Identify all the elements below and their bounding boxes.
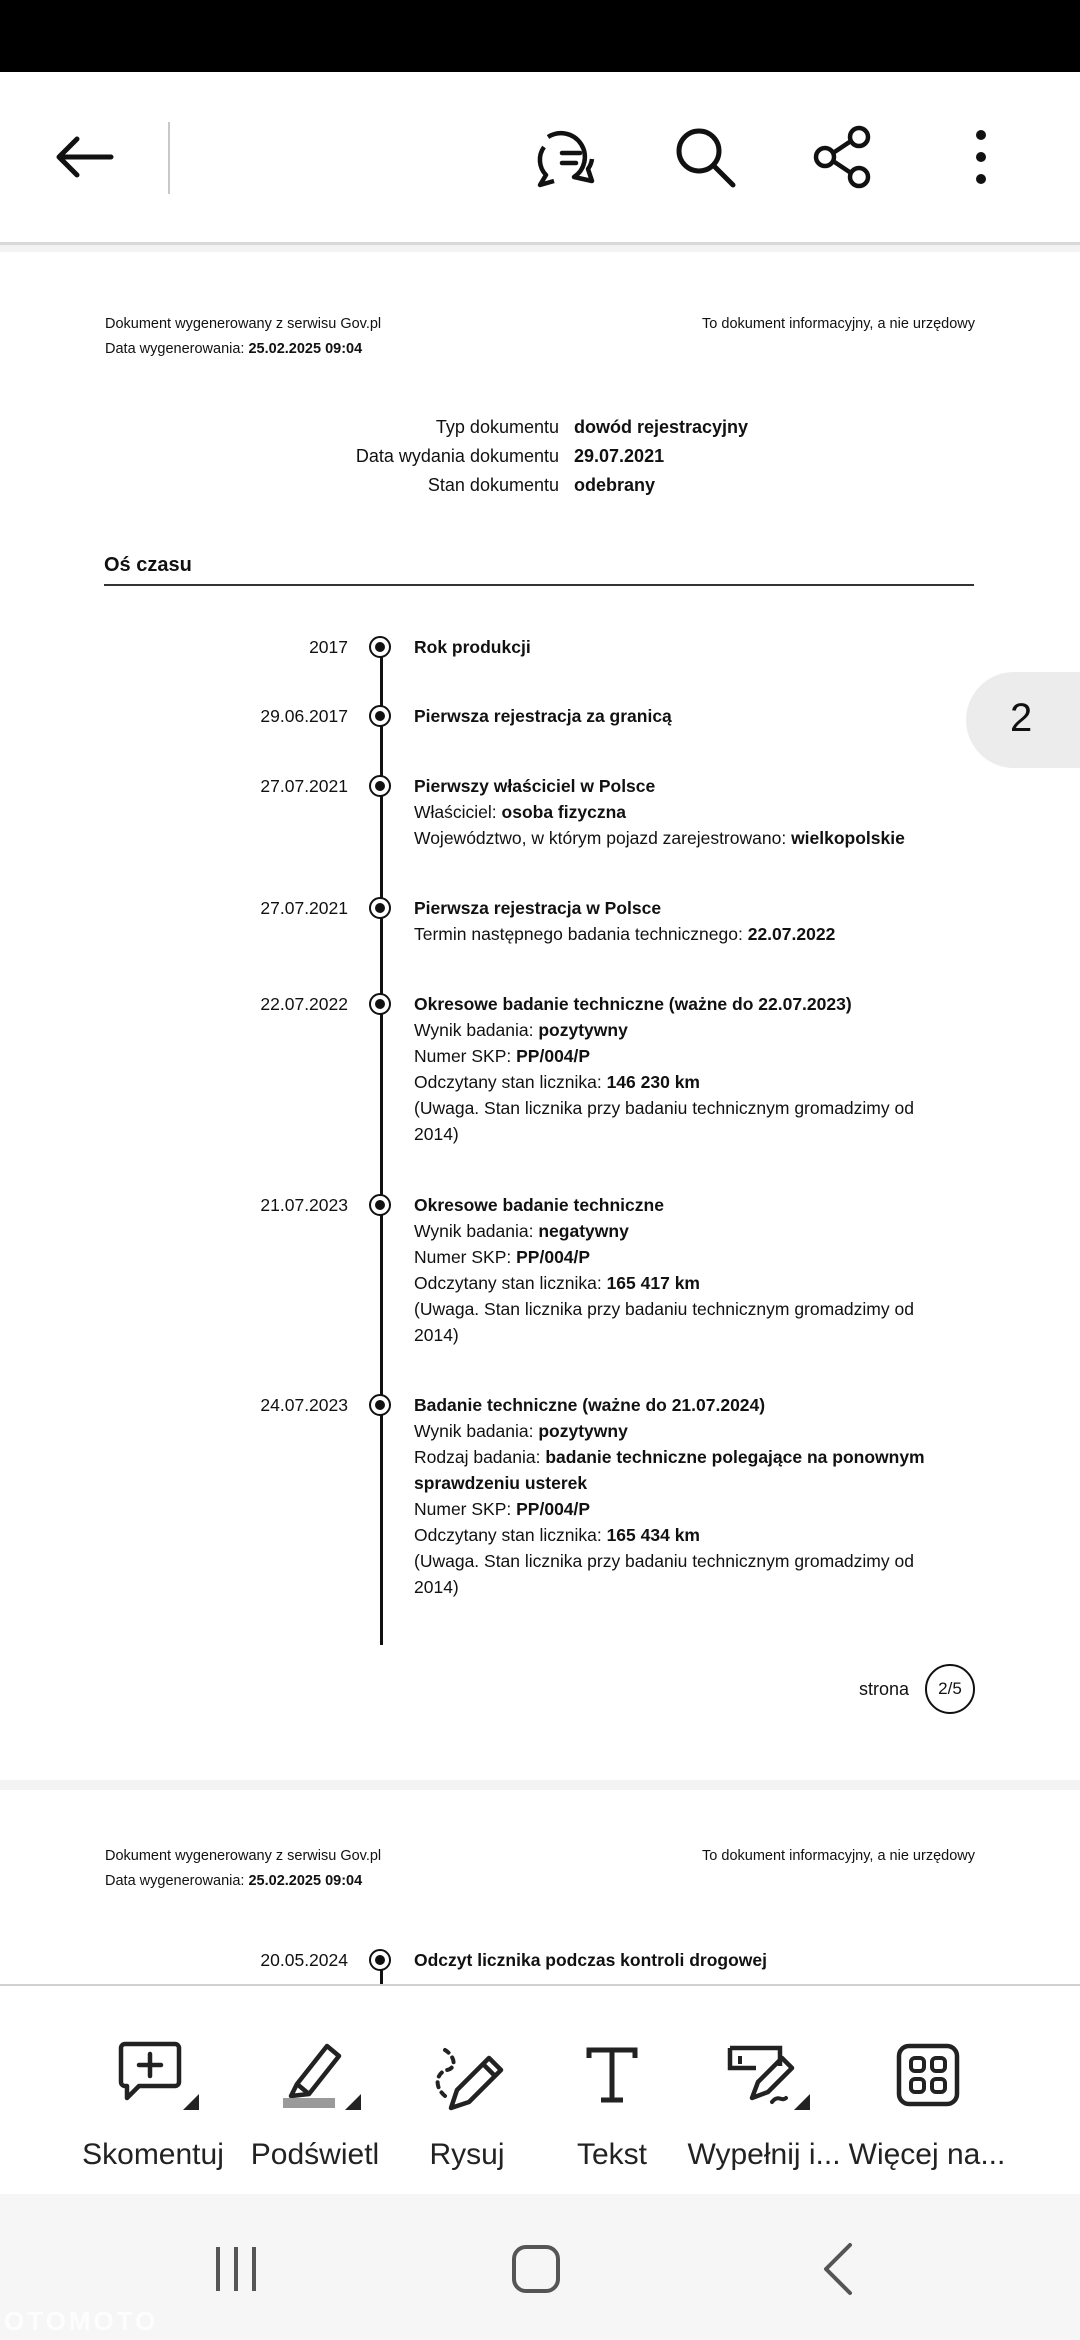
event-note: (Uwaga. Stan licznika przy badaniu technicznym gromadzimy od 2014): [414, 1299, 914, 1345]
nav-back-icon: [812, 2241, 868, 2297]
event-title: Badanie techniczne (ważne do 21.07.2024): [414, 1395, 766, 1415]
top-toolbar: [0, 72, 1080, 245]
system-navigation-bar: [0, 2194, 1080, 2340]
tool-label: Więcej na...: [848, 2138, 1006, 2171]
event-detail: Wynik badania: pozytywny: [414, 1020, 628, 1040]
timeline-dot-icon: [369, 1194, 391, 1216]
event-title: Rok produkcji: [414, 637, 531, 657]
meta-label: Data wydania dokumentu: [355, 446, 559, 466]
page-indicator[interactable]: [966, 672, 1080, 768]
event-title: Pierwsza rejestracja w Polsce: [414, 898, 662, 918]
event-date: 27.07.2021: [260, 776, 348, 796]
generated-source: Dokument wygenerowany z serwisu Gov.pl: [105, 1848, 382, 1864]
pager-value: 2/5: [925, 1664, 975, 1714]
page-header-left: [105, 1844, 381, 1894]
generated-date: Data wygenerowania: 25.02.2025 09:04: [105, 1873, 363, 1889]
more-vertical-icon: [971, 127, 991, 187]
pager-label: strona: [858, 1678, 909, 1699]
back-button[interactable]: [38, 112, 128, 202]
event-detail: Numer SKP: PP/004/P: [414, 1499, 591, 1519]
event-title: Odczyt licznika podczas kontroli drogowej: [414, 1950, 767, 1970]
search-button[interactable]: [660, 112, 750, 202]
document-page-3: [0, 1790, 1080, 1985]
meta-row: [0, 475, 1080, 504]
timeline-dot-icon: [369, 993, 391, 1015]
more-button[interactable]: [936, 112, 1026, 202]
tool-label: Tekst: [576, 2138, 648, 2171]
search-icon: [673, 125, 737, 189]
page-header-right: To dokument informacyjny, a nie urzędowy: [702, 316, 975, 332]
comments-button[interactable]: [520, 112, 610, 202]
section-title: Oś czasu: [104, 554, 192, 576]
event-date: 21.07.2023: [260, 1195, 348, 1215]
event-detail: Odczytany stan licznika: 165 434 km: [414, 1525, 700, 1545]
event-detail: Województwo, w którym pojazd zarejestrowano: wielkopolskie: [414, 828, 905, 848]
more-tools-button[interactable]: [842, 2036, 1012, 2172]
page-header-right: To dokument informacyjny, a nie urzędowy: [702, 1848, 975, 1864]
document-page-2: [0, 252, 1080, 1780]
text-icon: [577, 2036, 647, 2116]
timeline-dot-icon: [369, 1949, 391, 1971]
meta-label: Stan dokumentu: [427, 475, 559, 495]
meta-row: [0, 417, 1080, 446]
event-detail: Wynik badania: pozytywny: [414, 1421, 628, 1441]
page-header-left: [105, 312, 381, 362]
generated-date: Data wygenerowania: 25.02.2025 09:04: [105, 341, 363, 357]
timeline-dot-icon: [369, 1394, 391, 1416]
meta-row: [0, 446, 1080, 475]
timeline-dot-icon: [369, 636, 391, 658]
timeline-dot-icon: [369, 775, 391, 797]
add-comment-icon: [105, 2036, 201, 2116]
timeline-dot-icon: [369, 705, 391, 727]
event-date: 29.06.2017: [260, 706, 348, 726]
event-detail: Numer SKP: PP/004/P: [414, 1046, 591, 1066]
section-divider: [104, 584, 974, 586]
share-icon: [811, 125, 875, 189]
event-detail: Numer SKP: PP/004/P: [414, 1247, 591, 1267]
watermark: OTOMOTO: [4, 2306, 159, 2336]
pencil-draw-icon: [427, 2036, 507, 2116]
page-indicator-number: 2: [1010, 696, 1033, 740]
event-date: 27.07.2021: [260, 898, 348, 918]
event-note: (Uwaga. Stan licznika przy badaniu technicznym gromadzimy od 2014): [414, 1098, 914, 1144]
page-number: [859, 1664, 975, 1714]
recents-icon: [208, 2241, 264, 2297]
fill-sign-icon: [716, 2036, 812, 2116]
fill-sign-tool-button[interactable]: [679, 2036, 849, 2172]
bottom-toolbar: [0, 1984, 1080, 2196]
event-detail: Rodzaj badania: badanie techniczne polegające na ponownym sprawdzeniu usterek: [414, 1447, 925, 1493]
timeline-dot-icon: [369, 897, 391, 919]
highlighter-icon: [267, 2036, 363, 2116]
event-detail: Termin następnego badania technicznego: 22.07.2022: [414, 924, 836, 944]
arrow-left-icon: [51, 132, 115, 182]
meta-value: odebrany: [574, 475, 656, 495]
highlight-tool-button[interactable]: [230, 2036, 400, 2172]
meta-value: 29.07.2021: [574, 446, 665, 466]
status-bar: [0, 0, 1080, 72]
event-date: 2017: [309, 637, 348, 657]
tool-label: Rysuj: [429, 2138, 505, 2171]
event-note: (Uwaga. Stan licznika przy badaniu technicznym gromadzimy od 2014): [414, 1551, 914, 1597]
event-title: Pierwsza rejestracja za granicą: [414, 706, 672, 726]
event-detail: Właściciel: osoba fizyczna: [414, 802, 626, 822]
generated-source: Dokument wygenerowany z serwisu Gov.pl: [105, 316, 382, 332]
event-date: 20.05.2024: [260, 1950, 348, 1970]
event-title: Pierwszy właściciel w Polsce: [414, 776, 656, 796]
home-button[interactable]: [496, 2234, 576, 2304]
tool-label: Podświetl: [250, 2138, 380, 2171]
event-title: Okresowe badanie techniczne (ważne do 22.07.2023): [414, 994, 852, 1014]
event-detail: Odczytany stan licznika: 146 230 km: [414, 1072, 700, 1092]
share-button[interactable]: [798, 112, 888, 202]
tool-label: Skomentuj: [82, 2138, 224, 2171]
meta-label: Typ dokumentu: [435, 417, 559, 437]
event-detail: Odczytany stan licznika: 165 417 km: [414, 1273, 700, 1293]
comment-icon: [530, 125, 600, 189]
home-icon: [508, 2241, 564, 2297]
meta-value: dowód rejestracyjny: [574, 417, 749, 437]
grid-icon: [887, 2036, 967, 2116]
event-title: Okresowe badanie techniczne: [414, 1195, 664, 1215]
toolbar-separator: [168, 122, 170, 194]
event-date: 22.07.2022: [260, 994, 348, 1014]
event-date: 24.07.2023: [260, 1395, 348, 1415]
recents-button[interactable]: [196, 2234, 276, 2304]
event-detail: Wynik badania: negatywny: [414, 1221, 629, 1241]
comment-tool-button[interactable]: [68, 2036, 238, 2172]
tool-label: Wypełnij i...: [687, 2138, 841, 2171]
text-tool-button[interactable]: [527, 2036, 697, 2172]
nav-back-button[interactable]: [800, 2234, 880, 2304]
